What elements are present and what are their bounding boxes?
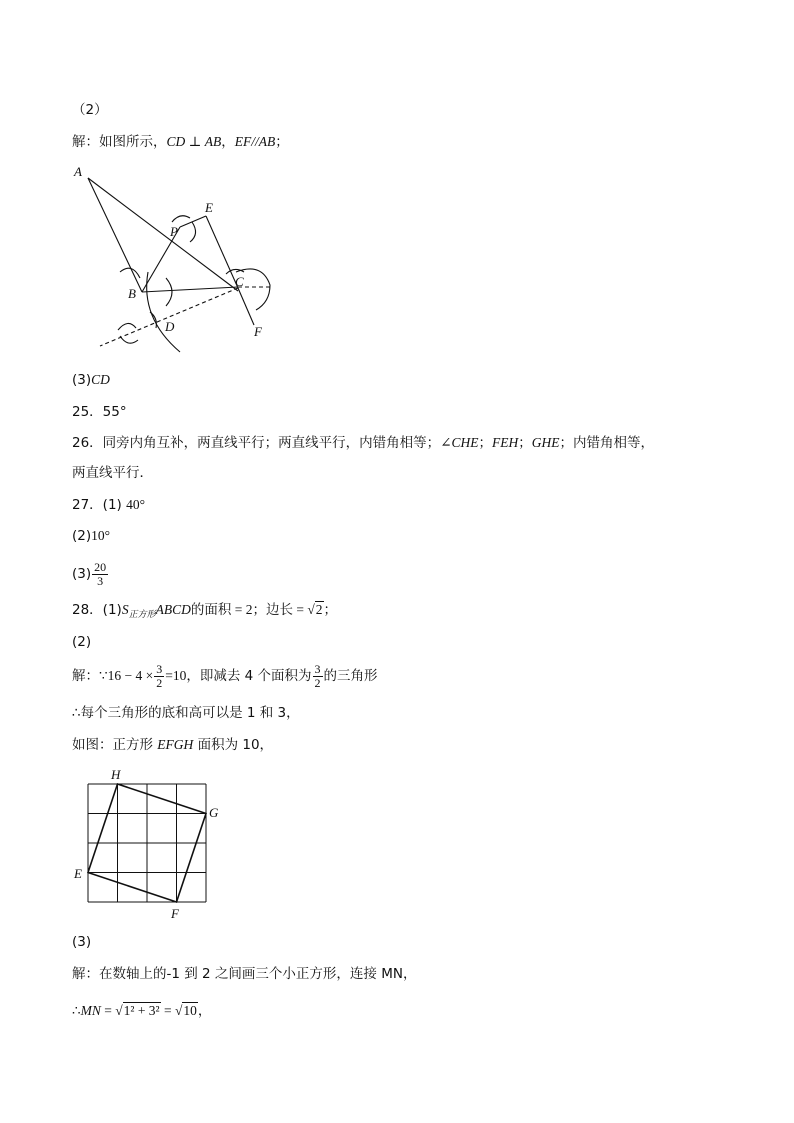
perp-symbol: ⊥	[185, 134, 205, 149]
label-e2: E	[74, 866, 82, 881]
label-c: C	[235, 274, 244, 289]
arc-bottom-left-b	[120, 336, 138, 343]
a28-p1-label: 28．(1)	[72, 602, 122, 618]
answer-28-line6	[72, 1001, 211, 1021]
construction-figure	[70, 160, 285, 355]
segment-mn: MN	[80, 1003, 101, 1018]
a26-sep1: ；	[478, 435, 492, 451]
answer-25: 25．55°	[72, 404, 127, 420]
square-efgh: EFGH	[157, 737, 194, 752]
because-symbol: ∵	[99, 668, 108, 683]
side-eq: =	[292, 602, 308, 617]
answer-26-line2: 两直线平行．	[72, 465, 153, 481]
area-symbol: S	[121, 602, 129, 617]
side-text: ；边长	[252, 602, 293, 618]
mid-text: ，即减去 4 个面积为	[186, 668, 312, 684]
line-end: ；	[275, 134, 289, 150]
arc-right-bc	[166, 278, 172, 306]
answer-28-line4	[72, 735, 273, 755]
arc-bottom-left-a	[118, 323, 136, 330]
answer-28-line5: 解：在数轴上的-1 到 2 之间画三个小正方形，连接 MN，	[72, 966, 417, 982]
answer-28-part3-label: (3)	[72, 934, 92, 950]
eq-1: =	[100, 1003, 116, 1018]
a26-text2: ；内错角相等，	[559, 435, 654, 451]
a27-p3-label: (3)	[72, 566, 92, 582]
label-e: E	[205, 200, 213, 215]
label-p: P	[170, 224, 178, 239]
q3-label: (3)	[72, 372, 92, 388]
a26-sep2: ；	[518, 435, 532, 451]
therefore-symbol: ∴	[72, 1003, 81, 1018]
segment-a-b	[88, 178, 142, 292]
label-b: B	[128, 286, 136, 301]
label-h: H	[111, 767, 121, 782]
angle-ghe: GHE	[531, 435, 560, 450]
separator: ，	[221, 134, 235, 150]
segment-p-e	[180, 216, 206, 227]
grid-figure	[70, 764, 230, 924]
q2-solution-line	[72, 132, 289, 152]
label-d: D	[165, 319, 175, 334]
a27-p1-label: 27．(1)	[72, 497, 122, 513]
segment-cd: CD	[166, 134, 186, 149]
segment-c-f	[238, 288, 254, 325]
square-abcd: ABCD	[155, 602, 191, 617]
q3-value: CD	[91, 372, 110, 387]
answer-28-part2-solution	[72, 660, 378, 692]
a27-p1-value: 40°	[126, 497, 146, 512]
a27-p2-value: 10°	[91, 528, 111, 543]
line4-suffix: 面积为 10，	[193, 737, 274, 753]
grid-lines	[88, 784, 206, 902]
label-a: A	[74, 164, 82, 179]
answer-26-line1	[72, 433, 654, 453]
a27-p2-label: (2)	[72, 528, 92, 544]
q2-label: （2）	[72, 102, 108, 118]
expression: 16 − 4 ×	[107, 668, 154, 683]
segment-ab: AB	[204, 134, 222, 149]
area-value: = 2	[231, 602, 253, 617]
segment-ab-2: AB	[258, 134, 276, 149]
arc-d-small	[150, 312, 156, 328]
sqrt-2: √2	[307, 602, 323, 617]
answer-27-part1	[72, 495, 145, 515]
fraction-3-2-b: $\frac{3}{2}$	[314, 661, 321, 690]
fraction-3-2: $\frac{3}{2}$	[156, 661, 163, 690]
eq-2: =	[160, 1003, 175, 1018]
sqrt-10: √10	[174, 1003, 197, 1018]
sol-prefix: 解：	[72, 668, 99, 684]
line4-prefix: 如图：正方形	[72, 737, 158, 753]
area-text: 的面积	[190, 602, 232, 618]
arc-p-b	[190, 222, 196, 242]
area-subscript: 正方形	[128, 610, 156, 620]
label-f2: F	[171, 906, 179, 921]
arc-p-a	[172, 216, 190, 222]
parallel-symbol: //	[251, 134, 259, 149]
answer-28-line3: ∴每个三角形的底和高可以是 1 和 3，	[72, 705, 300, 721]
a26-text1: 26．同旁内角互补，两直线平行；两直线平行，内错角相等；	[72, 435, 441, 451]
label-f: F	[254, 324, 262, 339]
segment-e-c	[206, 216, 238, 288]
triangle-text: 的三角形	[323, 668, 378, 684]
q3-answer	[72, 370, 110, 390]
arc-large-b	[147, 272, 180, 352]
answer-27-part2	[72, 526, 110, 546]
answer-27-part3	[72, 558, 109, 590]
segment-ef: EF	[234, 134, 252, 149]
line6-end: ，	[197, 1003, 212, 1019]
solution-prefix: 解：如图所示，	[72, 134, 167, 150]
angle-feh: FEH	[492, 435, 519, 450]
a28-end: ；	[323, 602, 337, 618]
expression-result: =10	[165, 668, 187, 683]
segment-a-c	[88, 178, 238, 291]
arc-left-b	[120, 268, 140, 278]
label-g: G	[209, 805, 219, 820]
fraction-20-3: $\frac{20}{3}$	[94, 559, 107, 588]
segment-b-c	[142, 287, 238, 292]
answer-28-part2-label: (2)	[72, 634, 92, 650]
angle-che: ∠CHE	[440, 435, 479, 450]
answer-28-part1	[72, 600, 337, 625]
sqrt-expression: √1² + 3²	[115, 1003, 160, 1018]
